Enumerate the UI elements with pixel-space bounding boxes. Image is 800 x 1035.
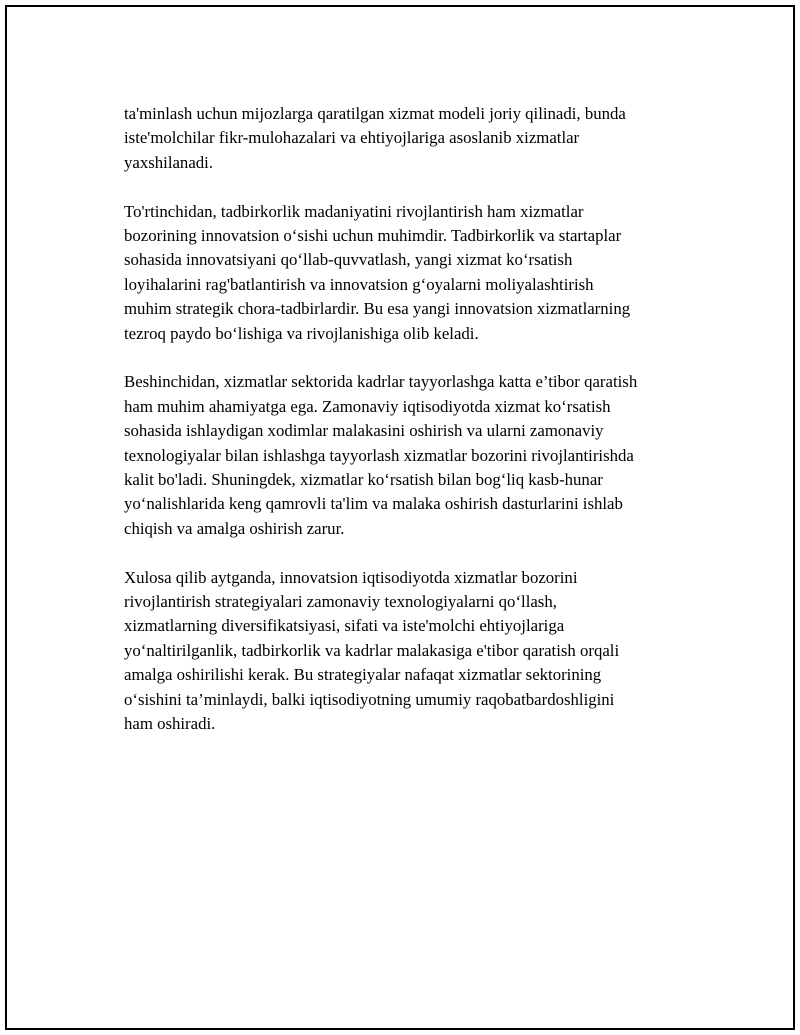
document-body — [124, 102, 694, 761]
text-line: loyihalarini rag'batlantirish va innovatsion g‘oyalarni moliyalashtirish — [124, 274, 594, 294]
text-line: kalit bo'ladi. Shuningdek, xizmatlar ko‘rsatish bilan bog‘liq kasb-hunar — [124, 470, 603, 490]
text-line: ta'minlash uchun mijozlarga qaratilgan xizmat modeli joriy qilinadi, bunda — [124, 104, 626, 123]
text-line: ham muhim ahamiyatga ega. Zamonaviy iqtisodiyotda xizmat ko‘rsatish — [124, 396, 611, 416]
text-line: iste'molchilar fikr-mulohazalari va ehtiyojlariga asoslanib xizmatlar — [124, 128, 580, 148]
text-line: To'rtinchidan, tadbirkorlik madaniyatini rivojlantirish ham xizmatlar — [124, 201, 584, 221]
paragraph-2 — [124, 200, 694, 346]
text-line: sohasida innovatsiyani qo‘llab-quvvatlash, yangi xizmat ko‘rsatish — [124, 250, 573, 270]
text-line: yo‘nalishlarida keng qamrovli ta'lim va malaka oshirish dasturlarini ishlab — [124, 494, 623, 514]
text-line: Xulosa qilib aytganda, innovatsion iqtisodiyotda xizmatlar bozorini — [124, 567, 578, 587]
text-line: xizmatlarning diversifikatsiyasi, sifati va iste'molchi ehtiyojlariga — [124, 616, 565, 636]
text-line: o‘sishini ta’minlaydi, balki iqtisodiyotning umumiy raqobatbardoshligini — [124, 689, 615, 709]
text-line: muhim strategik chora-tadbirlardir. Bu esa yangi innovatsion xizmatlarning — [124, 299, 631, 319]
text-line: rivojlantirish strategiyalari zamonaviy texnologiyalarni qo‘llash, — [124, 592, 557, 612]
text-line: Beshinchidan, xizmatlar sektorida kadrlar tayyorlashga katta e’tibor qaratish — [124, 372, 638, 392]
text-line: bozorining innovatsion o‘sishi uchun muhimdir. Tadbirkorlik va startaplar — [124, 226, 622, 246]
text-line: yaxshilanadi. — [124, 152, 214, 172]
text-line: yo‘naltirilganlik, tadbirkorlik va kadrlar malakasiga e'tibor qaratish orqali — [124, 640, 620, 660]
text-line: ham oshiradi. — [124, 714, 216, 734]
text-line: amalga oshirilishi kerak. Bu strategiyalar nafaqat xizmatlar sektorining — [124, 665, 602, 685]
text-line: texnologiyalar bilan ishlashga tayyorlash xizmatlar bozorini rivojlantirishda — [124, 445, 634, 465]
paragraph-1 — [124, 102, 694, 175]
text-line: tezroq paydo bo‘lishiga va rivojlanishiga olib keladi. — [124, 323, 479, 343]
page-frame — [5, 5, 795, 1030]
paragraph-4 — [124, 566, 694, 737]
paragraph-3 — [124, 370, 694, 541]
text-line: sohasida ishlaydigan xodimlar malakasini oshirish va ularni zamonaviy — [124, 421, 604, 441]
text-line: chiqish va amalga oshirish zarur. — [124, 518, 345, 538]
